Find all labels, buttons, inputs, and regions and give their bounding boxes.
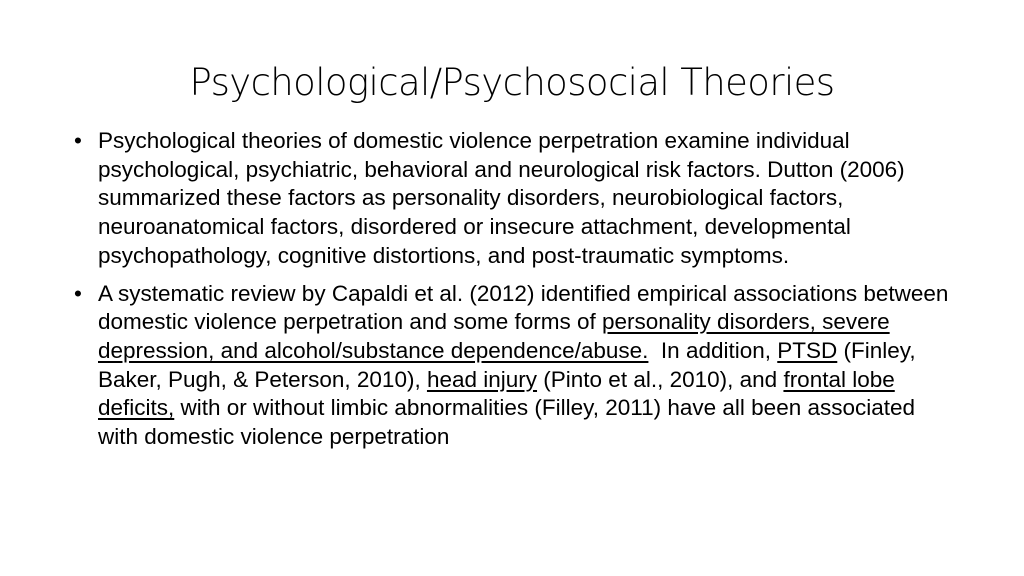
bullet-text: Psychological theories of domestic violence perpetration examine individual psychological, psychiatric, behavioral and neurological risk factors. Dutton (2006) summarized these factors as personality disorders, neurobiological factors, neuroanatomical factors, disordered or insecure attachment, developmental psychopathology, cognitive distortions, and post-traumatic symptoms. bbox=[98, 128, 905, 268]
bullet-list bbox=[74, 127, 954, 461]
bullet-text-pinto: (Pinto et al., 2010), and bbox=[537, 366, 784, 392]
bullet-item-systematic-review bbox=[74, 280, 954, 452]
bullet-text-intro: A systematic review by Capaldi et al. (2012) identified empirical associations between domestic violence perpetration and some forms of bbox=[98, 280, 949, 335]
slide-title: Psychological/Psychosocial Theories bbox=[189, 61, 835, 104]
underlined-head-injury: head injury bbox=[426, 366, 538, 392]
bullet-item-psychological-theories bbox=[74, 127, 954, 271]
bullet-text-in-addition: In addition, bbox=[648, 337, 778, 363]
bullet-text-conclusion: with or without limbic abnormalities (Filley, 2011) have all been associated with domestic violence perpetration bbox=[98, 395, 916, 450]
bullet-text-finley: (Finley, Baker, Pugh, & Peterson, 2010), bbox=[98, 337, 916, 392]
underlined-personality-disorders: personality disorders, severe depression, and alcohol/substance dependence/abuse. bbox=[98, 309, 890, 363]
underlined-frontal-lobe-deficits: frontal lobe deficits, bbox=[98, 366, 895, 421]
underlined-ptsd: PTSD bbox=[777, 337, 838, 363]
bullet-icon: • bbox=[74, 128, 82, 153]
bullet-icon: • bbox=[74, 280, 82, 306]
